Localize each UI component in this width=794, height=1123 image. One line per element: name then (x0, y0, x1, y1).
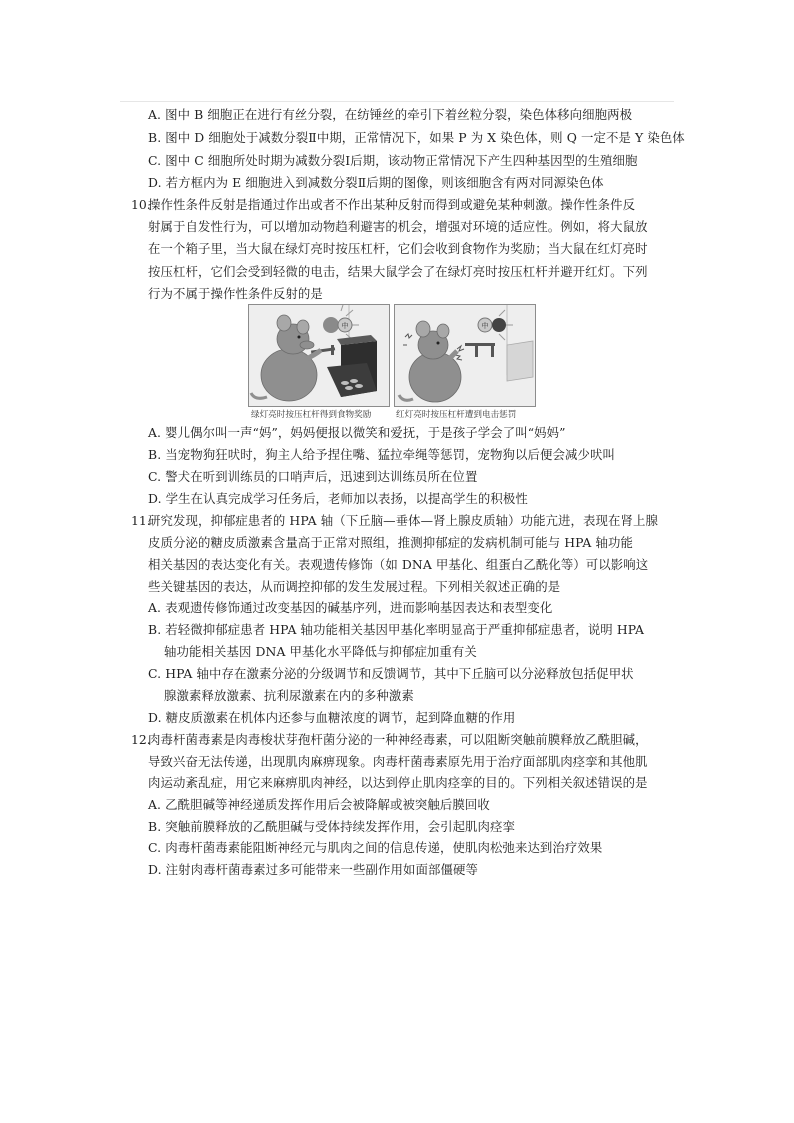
q10-option-c: C. 警犬在听到训练员的口哨声后，迅速到达训练员所在位置 (148, 469, 478, 484)
q11-option-b-continued: 轴功能相关基因 DNA 甲基化水平降低与抑郁症加重有关 (164, 644, 477, 659)
q11-option-d: D. 糖皮质激素在机体内还参与血糖浓度的调节，起到降血糖的作用 (148, 710, 516, 725)
q12-option-b: B. 突触前膜释放的乙酰胆碱与受体持续发挥作用，会引起肌肉痉挛 (148, 819, 516, 834)
q12-option-a: A. 乙酰胆碱等神经递质发挥作用后会被降解或被突触后膜回收 (148, 797, 490, 812)
q12-number: 12. (131, 732, 151, 747)
q9-option-a: A. 图中 B 细胞正在进行有丝分裂，在纺锤丝的牵引下着丝粒分裂，染色体移向细胞两极 (148, 107, 633, 122)
q10-option-a: A. 婴儿偶尔叫一声“妈”，妈妈便报以微笑和爱抚，于是孩子学会了叫“妈妈” (148, 425, 566, 440)
q10-stem-line: 行为不属于操作性条件反射的是 (148, 286, 323, 301)
q11-stem-line: 皮质分泌的糖皮质激素含量高于正常对照组，推测抑郁症的发病机制可能与 HPA 轴功能 (148, 535, 633, 550)
q9-option-d: D. 若方框内为 E 细胞进入到减数分裂Ⅱ后期的图像，则该细胞含有两对同源染色体 (148, 175, 604, 190)
q11-stem-line: 相关基因的表达变化有关。表观遗传修饰（如 DNA 甲基化、组蛋白乙酰化等）可以影响这 (148, 557, 649, 572)
q9-option-c: C. 图中 C 细胞所处时期为减数分裂Ⅰ后期，该动物正常情况下产生四种基因型的生殖细胞 (148, 153, 638, 168)
q10-number: 10. (131, 197, 151, 212)
q11-stem-line: 研究发现，抑郁症患者的 HPA 轴（下丘脑—垂体—肾上腺皮质轴）功能亢进，表现在肾上腺 (148, 513, 658, 528)
light-symbol: 中 (341, 322, 349, 330)
q11-option-a: A. 表观遗传修饰通过改变基因的碱基序列，进而影响基因表达和表型变化 (148, 600, 553, 615)
q10-stem-line: 射属于自发性行为，可以增加动物趋利避害的机会，增强对环境的适应性。例如，将大鼠放 (148, 219, 648, 234)
q9-option-b: B. 图中 D 细胞处于减数分裂Ⅱ中期，正常情况下，如果 P 为 X 染色体，则 Q 一定不是 Y 染色体 (148, 130, 685, 145)
figure-caption-right: 红灯亮时按压杠杆遭到电击惩罚 (396, 410, 517, 420)
q10-option-b: B. 当宠物狗狂吠时，狗主人给予捏住嘴、猛拉牵绳等惩罚，宠物狗以后便会减少吠叫 (148, 447, 615, 462)
q10-stem-line: 按压杠杆，它们会受到轻微的电击，结果大鼠学会了在绿灯亮时按压杠杆并避开红灯。下列 (148, 264, 648, 279)
figure-caption-left: 绿灯亮时按压杠杆得到食物奖励 (251, 410, 372, 420)
q12-stem-line: 肉运动紊乱症，用它来麻痹肌肉神经，以达到停止肌肉痉挛的目的。下列相关叙述错误的是 (148, 775, 648, 790)
q11-option-c-continued: 腺激素释放激素、抗利尿激素在内的多种激素 (164, 688, 414, 703)
q11-option-b: B. 若轻微抑郁症患者 HPA 轴功能相关基因甲基化率明显高于严重抑郁症患者，说明 HPA (148, 622, 645, 637)
figure-panel-food-reward (248, 304, 390, 407)
q11-number: 11. (131, 513, 151, 528)
figure-panel-shock-punishment (394, 304, 536, 407)
q11-stem-line: 些关键基因的表达，从而调控抑郁的发生发展过程。下列相关叙述正确的是 (148, 579, 561, 594)
q12-option-c: C. 肉毒杆菌毒素能阻断神经元与肌肉之间的信息传递，使肌肉松弛来达到治疗效果 (148, 840, 603, 855)
light-symbol: 中 (481, 322, 489, 330)
q10-stem-line: 操作性条件反射是指通过作出或者不作出某种反射而得到或避免某种刺激。操作性条件反 (148, 197, 636, 212)
q10-option-d: D. 学生在认真完成学习任务后，老师加以表扬，以提高学生的积极性 (148, 491, 528, 506)
q10-stem-line: 在一个箱子里，当大鼠在绿灯亮时按压杠杆，它们会收到食物作为奖励；当大鼠在红灯亮时 (148, 241, 648, 256)
q11-option-c: C. HPA 轴中存在激素分泌的分级调节和反馈调节，其中下丘脑可以分泌释放包括促甲状 (148, 666, 634, 681)
q12-option-d: D. 注射肉毒杆菌毒素过多可能带来一些副作用如面部僵硬等 (148, 862, 478, 877)
top-rule (120, 101, 674, 102)
q12-stem-line: 导致兴奋无法传递，出现肌肉麻痹现象。肉毒杆菌毒素原先用于治疗面部肌肉痉挛和其他肌 (148, 754, 648, 769)
q12-stem-line: 肉毒杆菌毒素是肉毒梭状芽孢杆菌分泌的一种神经毒素，可以阻断突触前膜释放乙酰胆碱， (148, 732, 648, 747)
